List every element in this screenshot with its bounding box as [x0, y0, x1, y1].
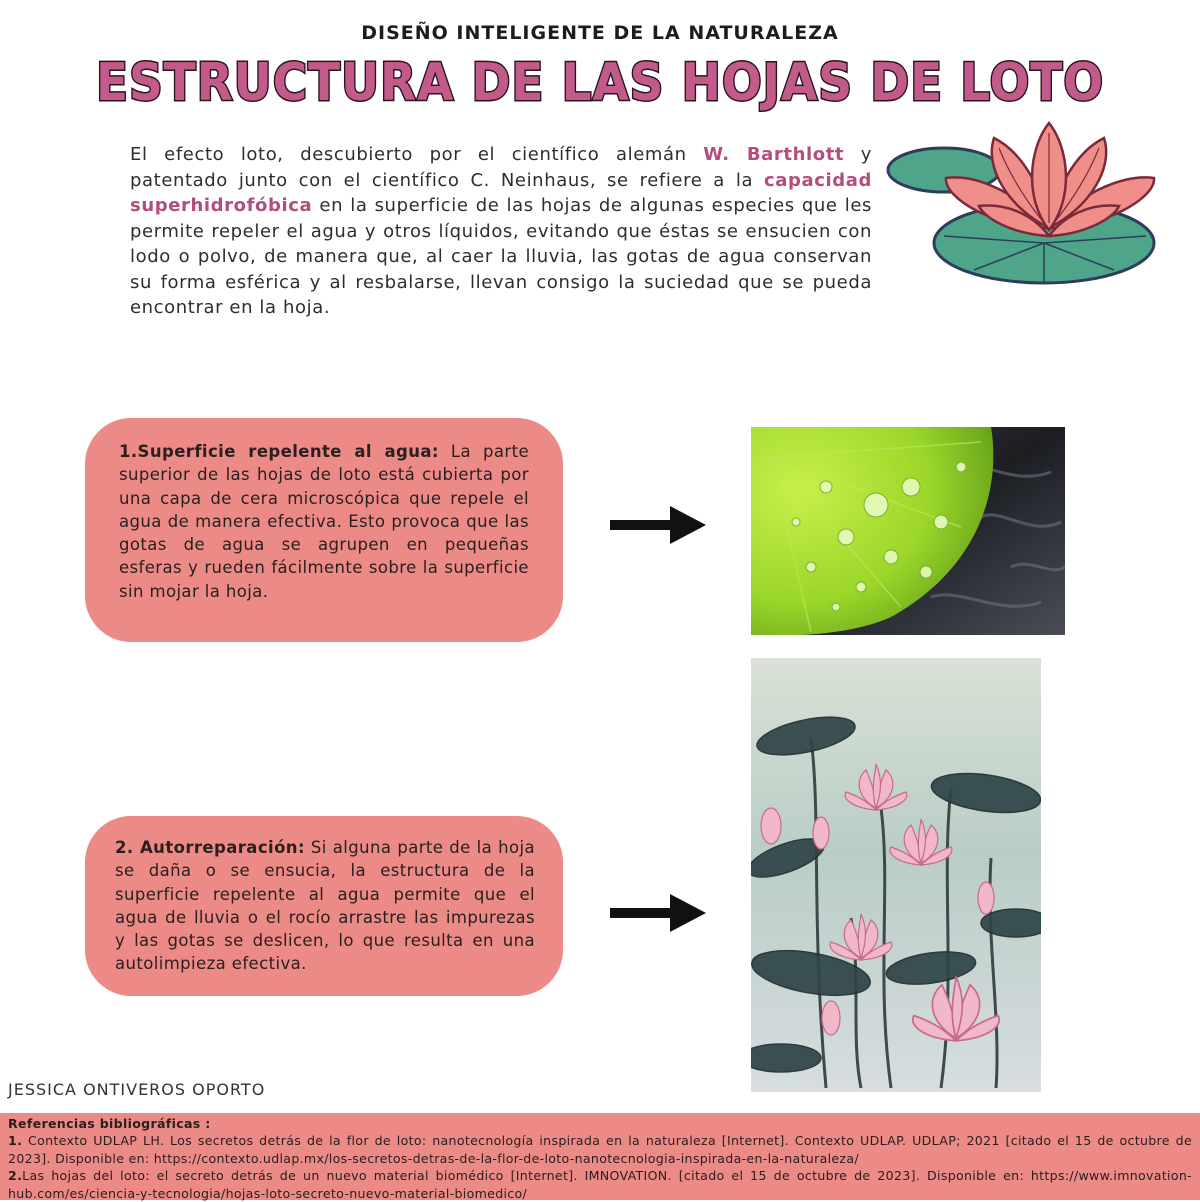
intro-text-3: en la superficie de las hojas de algunas especies que les permite repeler el agua y otros líquidos, evitando que éstas se ensucien con lodo o polvo, de manera que, al caer la lluvia, las gotas de agua conservan su forma esférica y al resbalarse, llevan consigo la suciedad que se pueda encontrar en la hoja.: [130, 195, 872, 318]
reference-text: Contexto UDLAP LH. Los secretos detrás de la flor de loto: nanotecnología inspirada en la naturaleza [Internet]. Contexto UDLAP. UDLAP; 2021 [citado el 15 de octubre de 2023]. Disponible en: https://contexto.udlap.mx/los-secretos-detras-de-la-flor-de-loto-nanotecnologia-inspirada-en-la-naturaleza/: [8, 1133, 1192, 1166]
feature-card-water-repellent: [85, 418, 563, 642]
references-section: [0, 1113, 1200, 1200]
feature-card-self-repair: [85, 816, 563, 996]
references-title: Referencias bibliográficas :: [8, 1116, 211, 1131]
author-name: JESSICA ONTIVEROS OPORTO: [8, 1080, 266, 1099]
reference-item: [8, 1167, 1192, 1202]
card-text: La parte superior de las hojas de loto está cubierta por una capa de cera microscópica que repele el agua de manera efectiva. Esto provoca que las gotas de agua se agrupen en pequeñas esferas y rueden fácilmente sobre la superficie sin mojar la hoja.: [119, 442, 530, 601]
card-heading: 1.Superficie repelente al agua:: [119, 442, 439, 461]
reference-item: [8, 1132, 1192, 1167]
intro-text-1: El efecto loto, descubierto por el científico alemán: [130, 144, 704, 165]
card-text: Si alguna parte de la hoja se daña o se ensucia, la estructura de la superficie repelente al agua permite que el agua de lluvia o el rocío arrastre las impurezas y las gotas se deslicen, lo que resulta en una autolimpieza efectiva.: [115, 838, 535, 974]
arrow-right-icon: [608, 500, 708, 550]
intro-highlight: capacidad superhidrofóbica: [130, 169, 872, 216]
lotus-leaf-water-drops-photo: [751, 427, 1065, 635]
arrow-right-icon: [608, 888, 708, 938]
intro-paragraph: [130, 142, 872, 321]
page-title-text: ESTRUCTURA DE LAS HOJAS DE LOTO: [96, 53, 1104, 113]
reference-number: 2.: [8, 1168, 23, 1184]
intro-scientist-name: W. Barthlott: [703, 144, 845, 165]
intro-text-2: y patentado junto con el científico C. Neinhaus, se refiere a la: [130, 144, 872, 191]
lotus-illustration: [884, 118, 1184, 288]
card-heading: 2. Autorreparación:: [115, 838, 305, 857]
reference-number: 1.: [8, 1133, 23, 1149]
lotus-painting-photo: [751, 658, 1041, 1092]
supertitle: DISEÑO INTELIGENTE DE LA NATURALEZA: [361, 22, 839, 44]
page-title: [40, 48, 1160, 118]
reference-text: Las hojas del loto: el secreto detrás de un nuevo material biomédico [Internet]. IMNOVATION. [citado el 15 de octubre de 2023]. Disponible en: https://www.imnovation-hub.com/es/ciencia-y-tecnologia/hojas-loto-secreto-nuevo-material-biomedico/: [8, 1168, 1192, 1201]
